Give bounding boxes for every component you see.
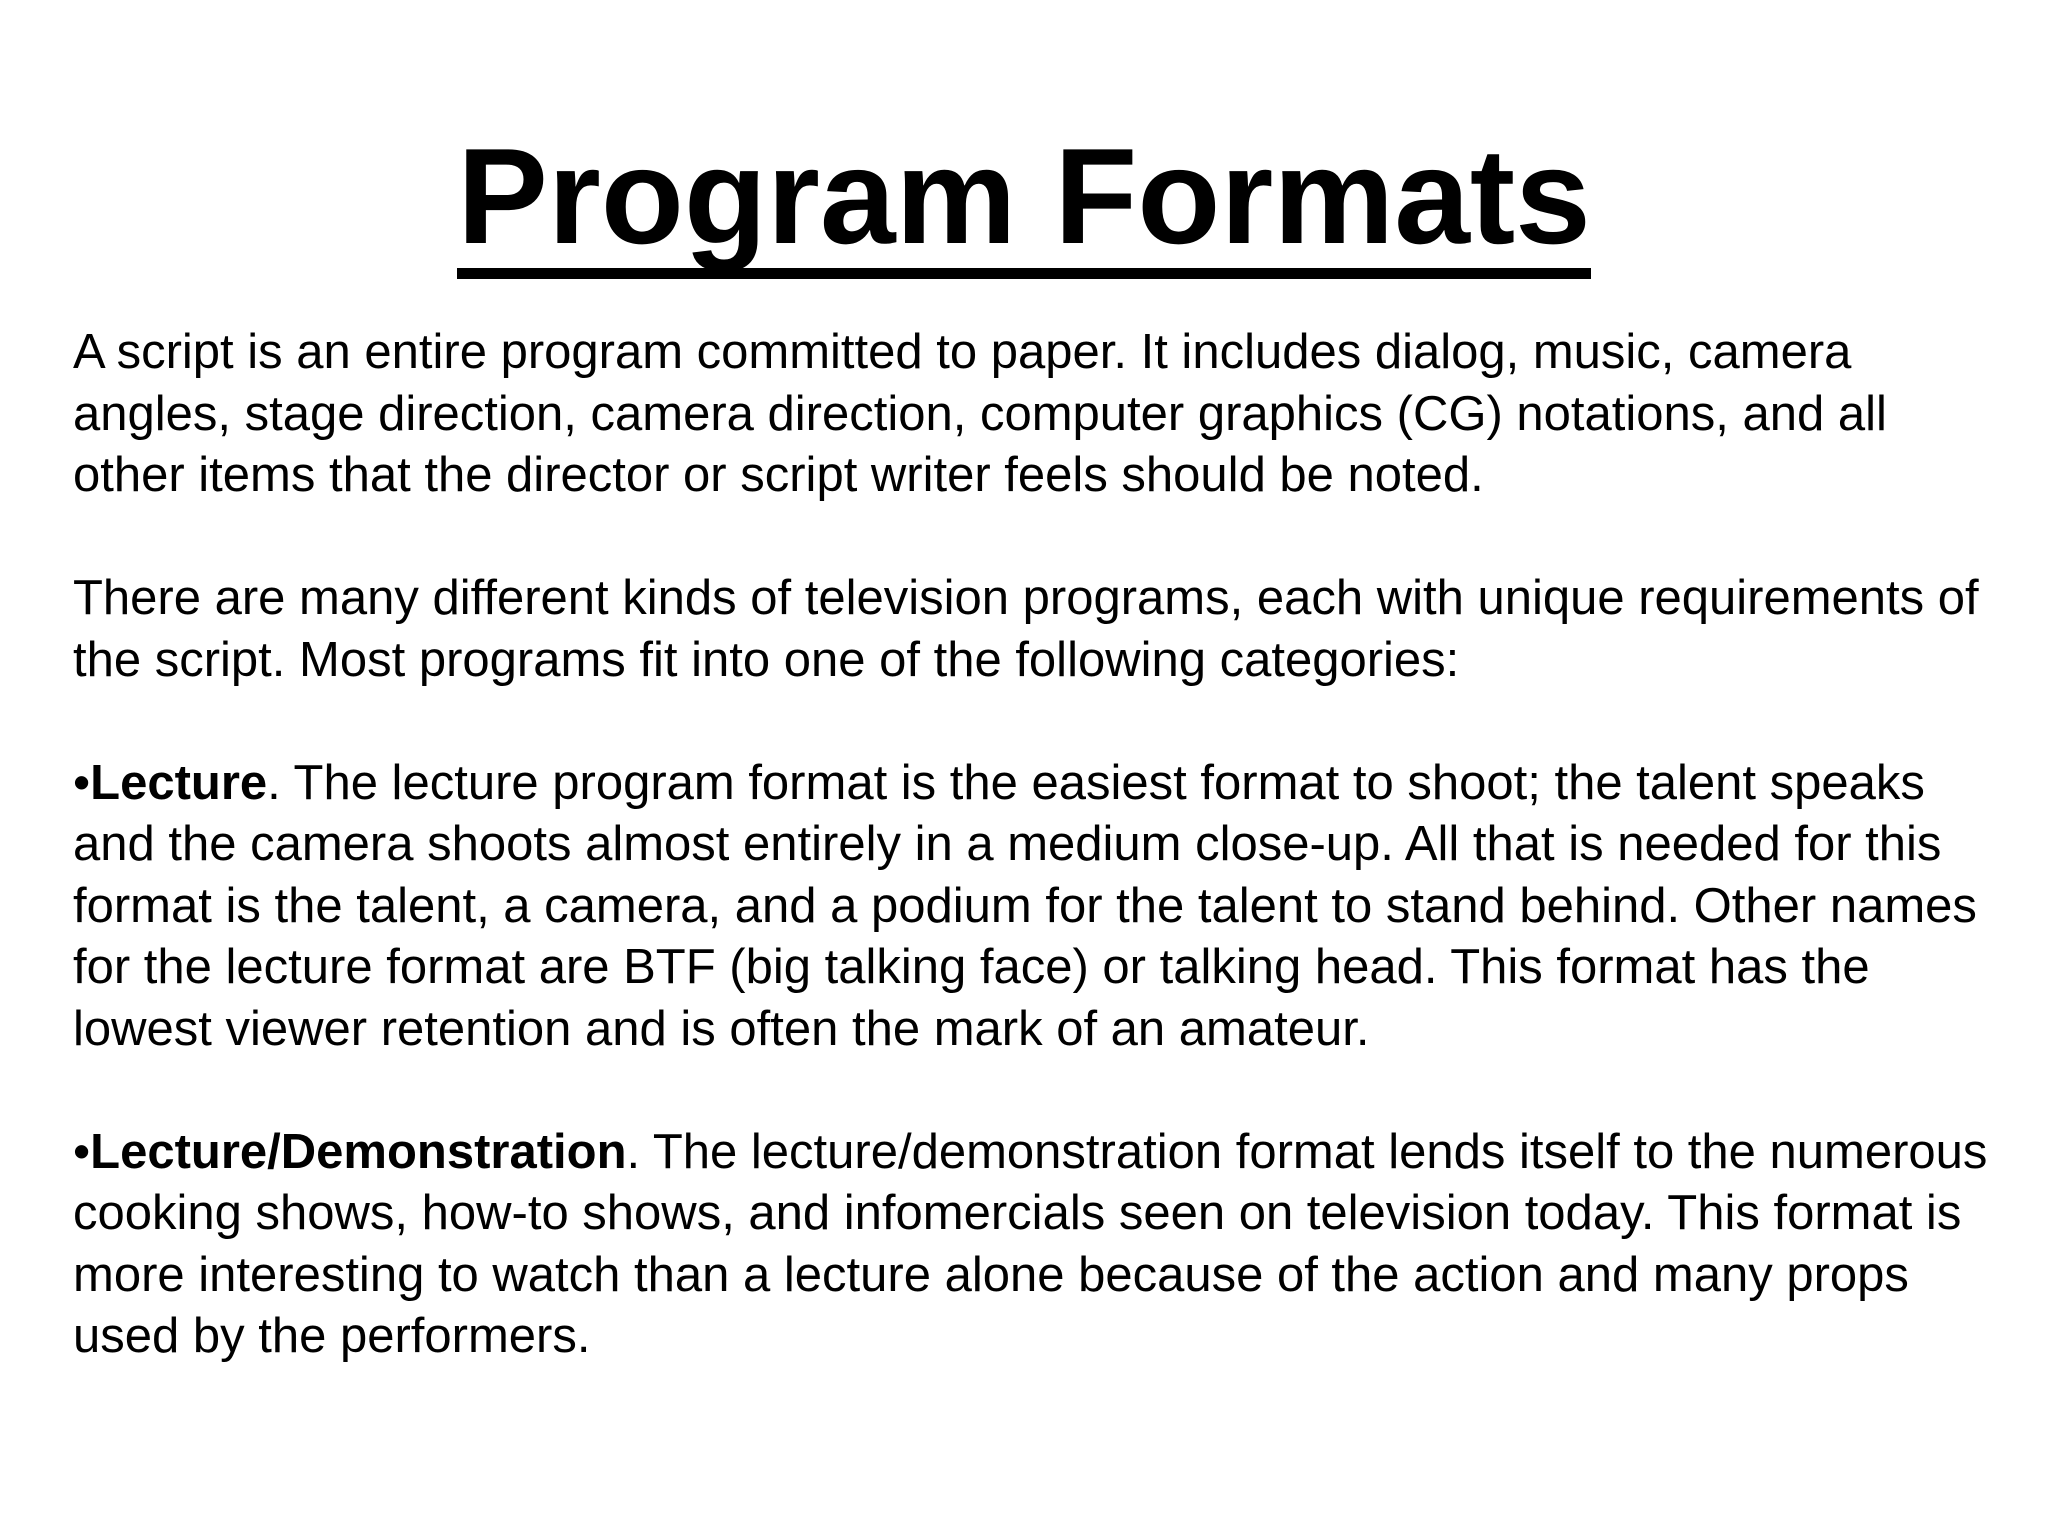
bullet-term: Lecture xyxy=(90,755,268,810)
bullet-item-lecture-demonstration xyxy=(73,1122,1993,1368)
slide-title-text: Program Formats xyxy=(457,128,1591,279)
intro-paragraph: A script is an entire program committed to paper. It includes dialog, music, camera angles, stage direction, camera direction, computer graphics (CG) notations, and all other items that the director or script writer feels should be noted. xyxy=(73,325,1887,502)
bullet-text: . The lecture program format is the easiest format to shoot; the talent speaks and the camera shoots almost entirely in a medium close-up. All that is needed for this format is the talent, a camera, and a podium for the talent to stand behind. Other names for the lecture format are BTF (big talking face) or talking head. This format has the lowest viewer retention and is often the mark of an amateur. xyxy=(73,755,1977,1056)
bullet-marker: • xyxy=(73,755,91,810)
bullet-text: . The lecture/demonstration format lends itself to the numerous cooking shows, how-to shows, and infomercials seen on television today. This format is more interesting to watch than a lecture alone because of the action and many props used by the performers. xyxy=(73,1124,1988,1363)
bullet-marker: • xyxy=(73,1124,91,1179)
bullet-item-lecture xyxy=(73,753,1993,1061)
slide-title xyxy=(0,120,2048,279)
bullet-term: Lecture/Demonstration xyxy=(90,1124,627,1179)
categories-paragraph: There are many different kinds of television programs, each with unique requirements of the script. Most programs fit into one of the following categories: xyxy=(73,571,1979,687)
slide-body xyxy=(73,322,1993,1368)
